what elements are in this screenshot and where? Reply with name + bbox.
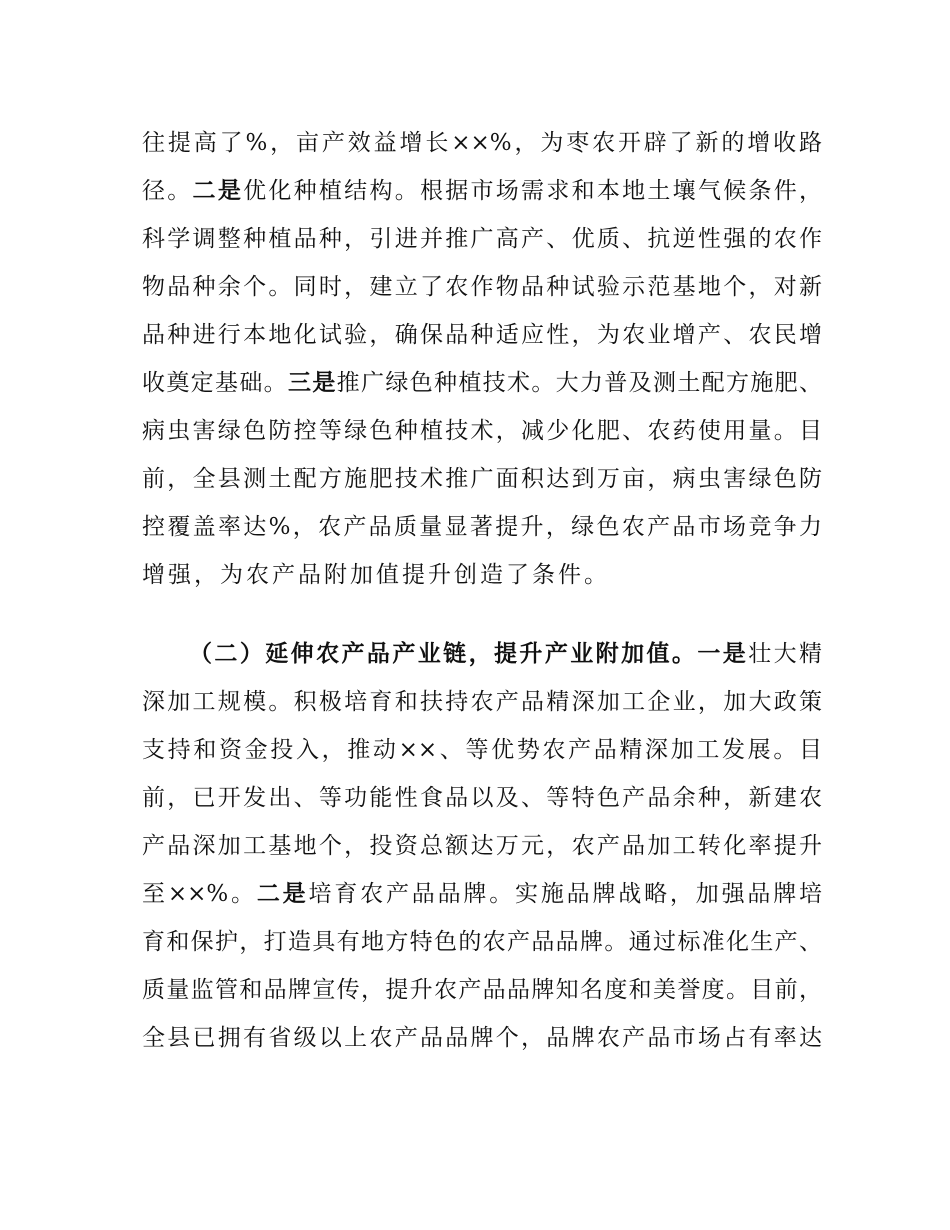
text-run: 径。: [142, 178, 193, 204]
paragraph-2-line-7: 育和保护，打造具有地方特色的农产品品牌。通过标准化生产、: [142, 929, 822, 955]
paragraph-1-line-3: 科学调整种植品种，引进并推广高产、优质、抗逆性强的农作: [142, 226, 822, 252]
section-heading: （二）延伸农产品产业链，提升产业附加值。: [189, 641, 698, 667]
paragraph-1-line-8: 前，全县测土配方施肥技术推广面积达到万亩，病虫害绿色防: [142, 466, 822, 492]
paragraph-2-line-6: [142, 877, 822, 911]
text-run: 收奠定基础。: [142, 370, 288, 396]
paragraph-2-line-8: 质量监管和品牌宣传，提升农产品品牌知名度和美誉度。目前，: [142, 977, 822, 1003]
text-run: 推广绿色种植技术。大力普及测土配方施肥、: [336, 370, 823, 396]
text-run: 至××%。: [142, 881, 257, 907]
text-run: 优化种植结构。根据市场需求和本地土壤气候条件，: [243, 178, 823, 204]
paragraph-1-line-6: [142, 366, 822, 400]
paragraph-1-line-2: [142, 174, 822, 208]
paragraph-1-line-10: 增强，为农产品附加值提升创造了条件。: [142, 562, 610, 588]
paragraph-1-line-5: 品种进行本地化试验，确保品种适应性，为农业增产、农民增: [142, 322, 822, 348]
paragraph-2-line-2: 深加工规模。积极培育和扶持农产品精深加工企业，加大政策: [142, 689, 822, 715]
bold-marker: 二是: [256, 881, 309, 907]
bold-marker: 二是: [192, 178, 244, 204]
paragraph-2-line-5: 产品深加工基地个，投资总额达万元，农产品加工转化率提升: [142, 833, 822, 859]
bold-marker: 一是: [697, 641, 749, 667]
paragraph-2-line-1: [189, 637, 822, 671]
paragraph-1-line-9: 控覆盖率达%，农产品质量显著提升，绿色农产品市场竞争力: [142, 514, 822, 540]
paragraph-2-line-3: 支持和资金投入，推动××、等优势农产品精深加工发展。目: [142, 737, 822, 763]
paragraph-1-line-4: 物品种余个。同时，建立了农作物品种试验示范基地个，对新: [142, 274, 822, 300]
paragraph-1-line-1: 往提高了%，亩产效益增长××%，为枣农开辟了新的增收路: [142, 130, 822, 156]
paragraph-1-line-7: 病虫害绿色防控等绿色种植技术，减少化肥、农药使用量。目: [142, 418, 822, 444]
paragraph-2-line-9: 全县已拥有省级以上农产品品牌个，品牌农产品市场占有率达: [142, 1025, 822, 1051]
text-run: 壮大精: [748, 641, 823, 667]
paragraph-2-line-4: 前，已开发出、等功能性食品以及、等特色产品余种，新建农: [142, 785, 822, 811]
bold-marker: 三是: [288, 370, 337, 396]
text-run: 培育农产品品牌。实施品牌战略，加强品牌培: [308, 881, 823, 907]
